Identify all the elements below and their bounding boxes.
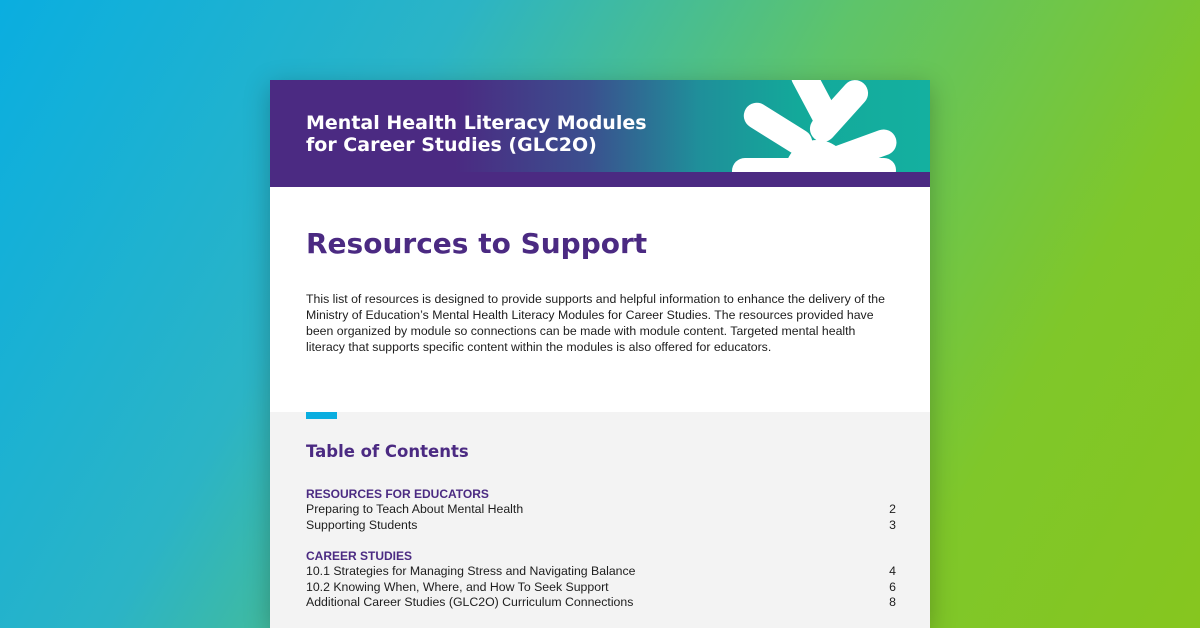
toc-item-page: 6 <box>889 579 896 594</box>
toc-item-page: 2 <box>889 502 896 516</box>
document-page <box>270 80 930 628</box>
toc-group-heading: RESOURCES FOR EDUCATORS <box>306 487 489 501</box>
toc-item[interactable] <box>306 564 896 580</box>
toc-item-label: Supporting Students <box>306 517 418 532</box>
toc-item-page: 3 <box>889 517 896 532</box>
header-title-line2: for Career Studies (GLC2O) <box>306 134 597 156</box>
toc-item-page: 8 <box>889 595 896 610</box>
header-title <box>306 112 686 156</box>
document-header <box>270 80 930 172</box>
page-title: Resources to Support <box>306 227 648 260</box>
flower-burst-icon <box>730 80 930 172</box>
toc-group-career-studies <box>306 548 896 611</box>
toc-item-label: 10.2 Knowing When, Where, and How To Seek Support <box>306 579 609 594</box>
toc-item-label: 10.1 Strategies for Managing Stress and Navigating Balance <box>306 564 636 578</box>
intro-paragraph: This list of resources is designed to provide supports and helpful information to enhance the delivery of the Ministry of Education’s Mental Health Literacy Modules for Career Studies. The resources provided have been organized by module so connections can be made with module content. Targeted mental health literacy that supports specific content within the modules is also offered for educators. <box>306 292 885 354</box>
toc-item[interactable] <box>306 518 896 534</box>
header-band <box>270 172 930 187</box>
toc-item[interactable] <box>306 502 896 518</box>
toc-item-label: Preparing to Teach About Mental Health <box>306 502 524 516</box>
header-title-line1: Mental Health Literacy Modules <box>306 112 647 134</box>
toc-item[interactable] <box>306 580 896 596</box>
toc-group-heading: CAREER STUDIES <box>306 549 413 563</box>
toc-group-educators <box>306 486 896 533</box>
toc-item[interactable] <box>306 595 896 611</box>
toc-item-label: Additional Career Studies (GLC2O) Curriculum Connections <box>306 595 634 610</box>
accent-bar <box>306 412 337 419</box>
table-of-contents <box>270 412 930 628</box>
toc-item-page: 4 <box>889 564 896 578</box>
toc-title: Table of Contents <box>306 442 469 461</box>
